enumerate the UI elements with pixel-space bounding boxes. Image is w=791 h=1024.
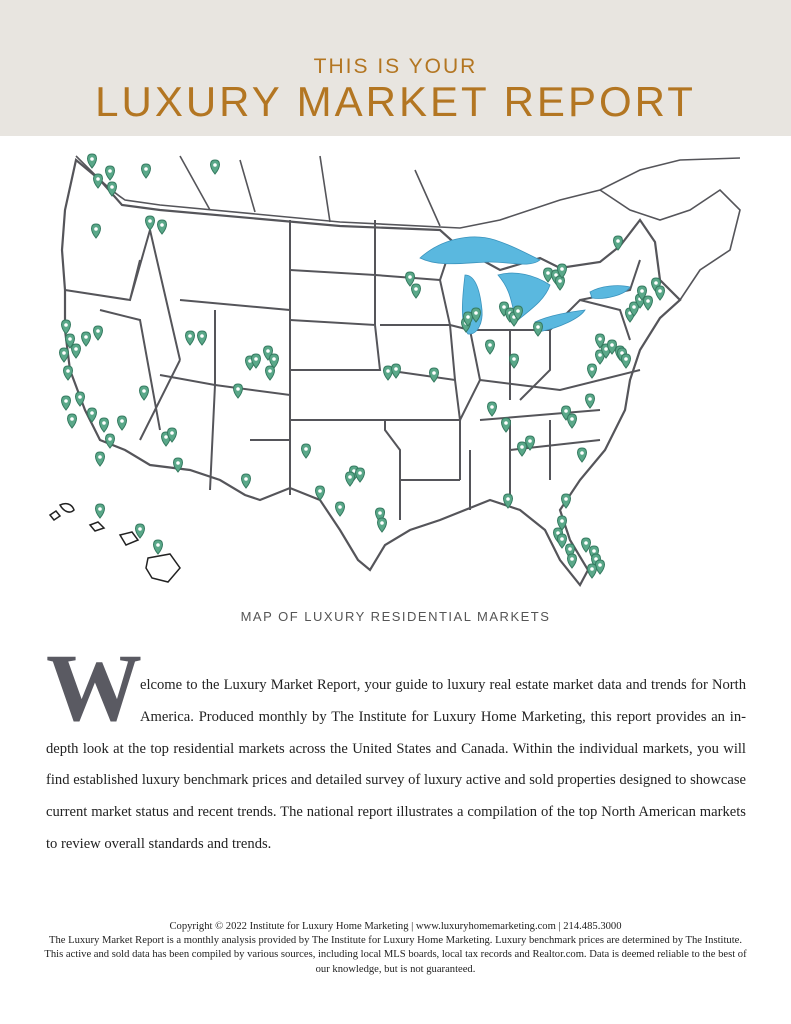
map-pin-icon xyxy=(68,414,77,428)
map-pin-icon xyxy=(64,366,73,380)
copyright-line: Copyright © 2022 Institute for Luxury Home Marketing | www.luxuryhomemarketing.com | 214.485.3000 xyxy=(169,921,622,932)
map-pin-icon xyxy=(142,164,151,178)
header-kicker: THIS IS YOUR xyxy=(313,55,478,78)
intro-paragraph xyxy=(46,670,746,861)
map-pin-icon xyxy=(106,166,115,180)
us-markets-map xyxy=(40,150,755,600)
map-caption: MAP OF LUXURY RESIDENTIAL MARKETS xyxy=(240,609,551,624)
map-pin-icon xyxy=(60,348,69,362)
report-title: LUXURY MARKET REPORT xyxy=(95,78,696,125)
map-pin-icon xyxy=(588,564,597,578)
intro-text: elcome to the Luxury Market Report, your guide to luxury real estate market data and trends for North America. Produced monthly by The Institute for Luxury Home Marketing, this report provides an in-depth look at the top residential markets across the United States and Canada. Within the individual markets, you will find established luxury benchmark prices and detailed survey of luxury active and sold properties designed to showcase current market status and recent trends. The national report illustrates a compilation of the top North American markets to review overall standards and trends. xyxy=(46,677,746,852)
map-pin-icon xyxy=(88,154,97,168)
drop-cap: W xyxy=(46,634,142,741)
map-pin-icon xyxy=(96,504,105,518)
map-pin-icon xyxy=(154,540,163,554)
map-pin-icon xyxy=(136,524,145,538)
disclaimer-text: The Luxury Market Report is a monthly analysis provided by The Institute for Luxury Home Marketing. Luxury benchmark prices are determined by The Institute. This active and sold data has been compiled by various sources, including local MLS boards, local tax records and Realtor.com. Data is deemed reliable to the best of our knowledge, but is not guaranteed. xyxy=(44,935,747,975)
map-pin-icon xyxy=(211,160,220,174)
footer xyxy=(40,920,751,977)
map-pin-icon xyxy=(62,396,71,410)
map-pin-icon xyxy=(96,452,105,466)
report-header xyxy=(0,0,791,136)
drop-cap-spacer xyxy=(46,670,140,726)
